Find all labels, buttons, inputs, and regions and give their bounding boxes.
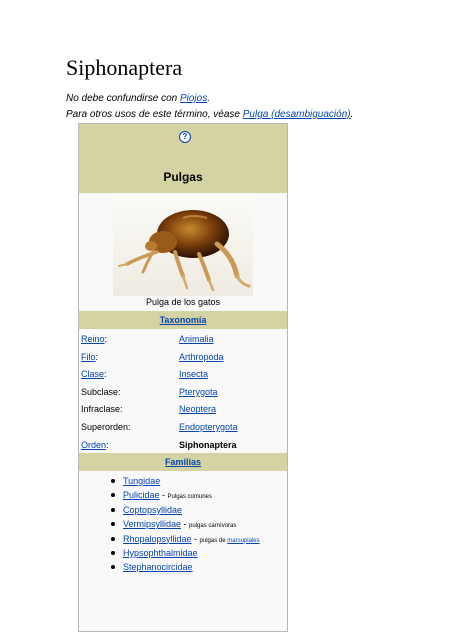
taxonomy-row (79, 331, 287, 348)
bullet-icon (111, 479, 115, 483)
taxonomy-rank-link[interactable]: Reino (81, 334, 105, 344)
taxonomy-value-link[interactable]: Endopterygota (179, 422, 238, 432)
hatnote-confusion (66, 92, 210, 105)
hatnote-punct: . (207, 93, 210, 104)
family-list-item (79, 474, 287, 488)
bullet-icon (111, 493, 115, 497)
family-link[interactable]: Hypsophthalmidae (123, 547, 198, 558)
taxonomy-rank-label[interactable]: Orden: (81, 439, 109, 450)
bullet-icon (111, 522, 115, 526)
families-header (79, 453, 287, 471)
family-link[interactable]: Stephanocircidae (123, 562, 193, 573)
taxonomy-value: Siphonaptera (179, 439, 237, 450)
taxonomy-value-link[interactable]: Neoptera (179, 404, 217, 415)
family-link[interactable]: Coptopsyllidae (123, 504, 183, 515)
family-description: pulgas de (199, 537, 228, 544)
taxonomy-rank-label[interactable]: Clase: (81, 369, 107, 380)
taxonomy-rank-label: Superorden: (81, 422, 131, 432)
taxonomy-link[interactable]: Taxonomía (159, 315, 207, 325)
taxonomy-row (79, 366, 287, 383)
image-caption: Pulga de los gatos (145, 297, 221, 307)
piojos-link[interactable]: Piojos (179, 93, 208, 104)
taxonomy-value-link[interactable]: Insecta (179, 369, 209, 380)
family-description: pulgas carnívoras (189, 523, 237, 530)
taxonomy-header (79, 311, 287, 329)
taxobox-title: Pulgas (163, 170, 203, 184)
family-link[interactable]: Tungidae (123, 476, 161, 486)
taxobox (78, 123, 288, 632)
bullet-icon (111, 565, 115, 569)
taxonomy-row (79, 401, 287, 418)
flea-image[interactable] (113, 196, 253, 296)
hatnote-text: Para otros usos de este término, véase (66, 109, 243, 120)
taxonomy-rank-link[interactable]: Clase (81, 369, 105, 380)
family-list-item: Pulicidae - Pulgas comunes (79, 488, 287, 502)
taxonomy-rank-label[interactable]: Reino: (81, 334, 108, 344)
taxonomy-rank-link[interactable]: Orden (81, 439, 107, 450)
taxonomy-rank-link[interactable]: Filo (81, 351, 96, 362)
hatnote-disambiguation (66, 108, 353, 121)
taxonomy-row (79, 384, 287, 401)
family-description-link[interactable]: marsupiales (227, 537, 260, 544)
family-list-item (79, 546, 287, 560)
bullet-icon (111, 551, 115, 555)
taxonomy-value-link[interactable]: Animalia (179, 334, 214, 344)
family-link[interactable]: Rhopalopsyllidae (123, 533, 192, 544)
pulga-disambiguation-link[interactable]: Pulga (desambiguación) (242, 109, 351, 120)
hatnote-punct: . (350, 109, 354, 120)
taxonomy-rank-label[interactable]: Filo: (81, 351, 99, 362)
family-list-item (79, 503, 287, 517)
taxonomy-row (79, 349, 287, 366)
taxonomy-row (79, 437, 287, 454)
bullet-icon (111, 508, 115, 512)
family-list-item: Vermipsyllidae - pulgas carnívoras (79, 517, 287, 531)
page-title: Siphonaptera (66, 55, 183, 80)
taxonomy-value-link[interactable]: Arthropoda (179, 351, 224, 362)
family-list-item (79, 560, 287, 574)
family-link[interactable]: Vermipsyllidae (123, 519, 182, 530)
families-link[interactable]: Familias (164, 457, 202, 467)
taxobox-header (79, 124, 287, 193)
bullet-icon (111, 537, 115, 541)
family-link[interactable]: Pulicidae (123, 490, 160, 501)
taxonomy-value-link[interactable]: Pterygota (179, 386, 218, 397)
family-list-item: Rhopalopsyllidae - pulgas de marsupiales (79, 532, 287, 546)
taxonomy-rank-label: Subclase: (81, 386, 121, 397)
families-list (79, 474, 287, 575)
taxonomy-row (79, 419, 287, 436)
taxonomy-rank-label: Infraclase: (81, 404, 123, 415)
help-icon[interactable]: ? (179, 131, 191, 143)
hatnote-text: No debe confundirse con (66, 93, 180, 104)
family-description: Pulgas comunes (167, 494, 212, 501)
